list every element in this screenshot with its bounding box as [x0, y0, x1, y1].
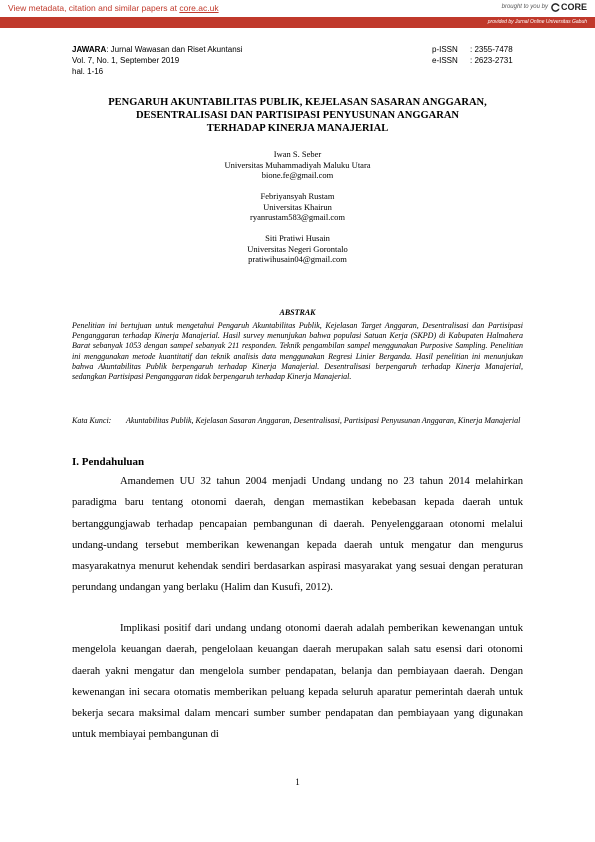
- journal-name-rest: : Jurnal Wawasan dan Riset Akuntansi: [106, 45, 243, 54]
- author-affiliation: Universitas Khairun: [263, 201, 332, 212]
- author-email: ryanrustam583@gmail.com: [250, 212, 345, 222]
- abstract-text: Penelitian ini bertujuan untuk mengetahui Pengaruh Akuntabilitas Publik, Kejelasan Target Anggaran, Desentralisasi dan Partisipasi Penganggaran terhadap Kinerja Manajerial. Hasil survey menunjukan bahwa populasi Satuan Kerja (SKPD) di Kabupaten Halmahera Barat sebanyak 1053 dengan sampel sebanyak 211 responden. Teknik pengambilan sampel menggunakan Purposive Sampling. Penelitian ini menggunakan metode kuantitatif dan teknik analisis data menggunakan Regresi Linier Berganda. Hasil penelitian ini menunjukan bahwa Akuntabilitas Publik berpengaruh terhadap Kinerja Manajerial. Desentralisasi berpengaruh terhadap Kinerja Manajerial, sedangkan Partisipasi Penganggaran tidak berpengaruh terhadap Kinerja Manajerial.: [72, 321, 523, 382]
- keywords-label: Kata Kunci:: [72, 416, 112, 425]
- pissn-value: : 2355-7478: [470, 45, 513, 54]
- journal-info: [72, 44, 242, 77]
- core-brand: [502, 2, 587, 12]
- author-email: pratiwihusain04@gmail.com: [248, 254, 347, 264]
- journal-volume: Vol. 7, No. 1, September 2019: [72, 56, 180, 65]
- journal-pages: hal. 1-16: [72, 67, 104, 76]
- author-block: [60, 191, 535, 223]
- title-line: PENGARUH AKUNTABILITAS PUBLIK, KEJELASAN SASARAN ANGGARAN,: [108, 97, 487, 108]
- author-affiliation: Universitas Muhammadiyah Maluku Utara: [224, 159, 371, 170]
- core-metadata-notice: [8, 3, 219, 13]
- core-link[interactable]: core.ac.uk: [179, 3, 219, 13]
- author-block: [60, 149, 535, 181]
- paper-title: [60, 96, 535, 135]
- section-heading: I. Pendahuluan: [72, 456, 145, 468]
- body-paragraph: Implikasi positif dari undang undang otonomi daerah adalah pemberikan kewenangan untuk mengelola keuangan daerah, pengelolaan keuangan daerah merupakan salah satu esensi dari otonomi daerah yakni mengatur dan mengelola sumber pendapatan, belanja dan pembiayaan daerah. Dengan kewenangan ini secara otomatis memberikan peluang kepada seluruh aparatur pemerintah daerah untuk bekerja secara maksimal dalam mencari sumber sumber pendapatan dan pembiayaan yang digunakan untuk membiayai pembangunan di: [72, 623, 523, 741]
- page-number: 1: [295, 777, 300, 787]
- provider-bar: [0, 17, 595, 28]
- author-email: bione.fe@gmail.com: [261, 170, 334, 180]
- eissn-row: [432, 55, 513, 66]
- author-name: Iwan S. Seber: [273, 149, 322, 159]
- journal-name: [72, 44, 242, 55]
- author-name: Siti Pratiwi Husain: [265, 233, 330, 243]
- provider-text: provided by Jurnal Online Universitas Gabuh: [487, 19, 587, 25]
- title-line: DESENTRALISASI DAN PARTISIPASI PENYUSUNAN ANGGARAN: [135, 110, 460, 121]
- eissn-label: e-ISSN: [432, 56, 458, 65]
- body-paragraph: Amandemen UU 32 tahun 2004 menjadi Undang undang no 23 tahun 2014 melahirkan paradigma baru tentang otonomi daerah, dengan memastikan kebebasan kepada daerah untuk bertanggungjawab terhadap pencapaian pembangunan di daerah. Penyelenggaraan otonomi melalui undang-undang tersebut memberikan kewenangan kepada daerah untuk mengatur dan mengurus masyarakatnya menurut kehendak sendiri berdasarkan aspirasi masyarakat yang sesuai dengan peraturan perundang undangan yang berlaku (Halim dan Kusufi, 2012).: [72, 476, 523, 594]
- author-list: [60, 149, 535, 275]
- brought-by-text: brought to you by: [501, 4, 548, 10]
- pissn-row: [432, 44, 513, 55]
- keywords: [72, 416, 523, 426]
- keywords-text: Akuntabilitas Publik, Kejelasan Sasaran Anggaran, Desentralisasi, Partisipasi Penyusunan Anggaran, Kinerja Manajerial: [126, 416, 521, 425]
- author-name: Febriyansyah Rustam: [260, 191, 335, 201]
- pissn-label: p-ISSN: [432, 45, 458, 54]
- author-block: [60, 233, 535, 265]
- core-logo-icon: [551, 3, 560, 12]
- issn-info: [432, 44, 513, 66]
- journal-name-bold: JAWARA: [72, 45, 107, 54]
- core-link-prefix: View metadata, citation and similar papers at: [8, 3, 180, 13]
- eissn-value: : 2623-2731: [470, 56, 513, 65]
- title-line: TERHADAP KINERJA MANAJERIAL: [206, 123, 389, 134]
- abstract-heading: ABSTRAK: [279, 308, 316, 317]
- core-logo[interactable]: [551, 2, 587, 12]
- author-affiliation: Universitas Negeri Gorontalo: [247, 243, 348, 254]
- core-banner: [0, 0, 595, 17]
- core-logo-text: CORE: [560, 2, 587, 12]
